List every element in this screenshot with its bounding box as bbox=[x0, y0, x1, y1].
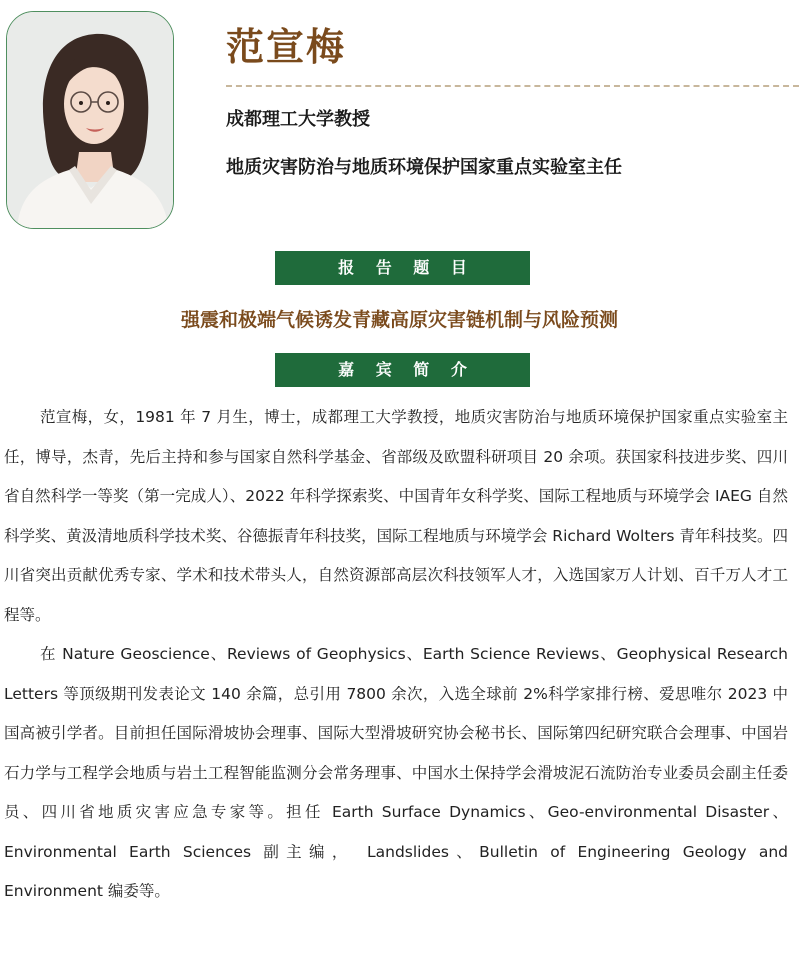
report-title: 强震和极端气候诱发青藏高原灾害链机制与风险预测 bbox=[180, 309, 618, 331]
bio-heading-badge: 嘉 宾 简 介 bbox=[275, 353, 530, 387]
speaker-affiliation: 成都理工大学教授 bbox=[226, 109, 370, 130]
bio-paragraph-1: 范宣梅，女，1981 年 7 月生，博士，成都理工大学教授，地质灾害防治与地质环境保护国家重点实验室主任，博导，杰青，先后主持和参与国家自然科学基金、省部级及欧盟科研项目 20 余项。获国家科技进步奖、四川省自然科学一等奖（第一完成人）、2022 年科学探索奖、中国青年女科学奖、国际工程地质与环境学会 IAEG 自然科学奖、黄汲清地质科学技术奖、谷德振青年科技奖，国际工程地质与环境学会 Richard Wolters 青年科技奖。四川省突出贡献优秀专家、学术和技术带头人，自然资源部高层次科技领军人才，入选国家万人计划、百千万人才工程等。 bbox=[4, 408, 788, 624]
report-heading-badge: 报 告 题 目 bbox=[275, 251, 530, 285]
speaker-position: 地质灾害防治与地质环境保护国家重点实验室主任 bbox=[226, 157, 622, 178]
name-divider bbox=[226, 85, 799, 87]
portrait-photo-icon bbox=[7, 12, 174, 229]
speaker-name: 范宣梅 bbox=[226, 25, 347, 69]
portrait-photo bbox=[6, 11, 174, 229]
bio-paragraph-2: 在 Nature Geoscience、Reviews of Geophysics、Earth Science Reviews、Geophysical Research Letters 等顶级期刊发表论文 140 余篇，总引用 7800 余次，入选全球前 2%科学家排行榜、爱思唯尔 2023 中国高被引学者。目前担任国际滑坡协会理事、国际大型滑坡研究协会秘书长、国际第四纪研究联合会理事、中国岩石力学与工程学会地质与岩土工程智能监测分会常务理事、中国水土保持学会滑坡泥石流防治专业委员会副主任委员、四川省地质灾害应急专家等。担任 Earth Surface Dynamics、Geo-environmental Disaster、Environmental Earth Sciences 副主编， Landslides、Bulletin of Engineering Geology and Environment 编委等。 bbox=[4, 645, 788, 900]
